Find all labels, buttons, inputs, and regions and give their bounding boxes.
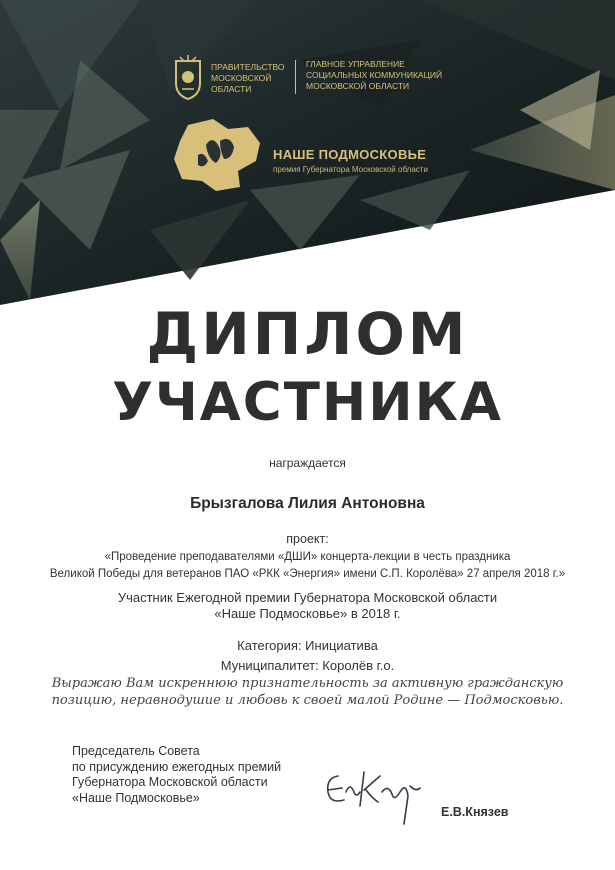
project-description-line-2: Великой Победы для ветеранов ПАО «РКК «Энергия» имени С.П. Королёва» 27 апреля 2018 г.»: [49, 568, 566, 580]
diploma-title-line-1: ДИПЛОМ: [146, 300, 469, 368]
prize-subtitle: премия Губернатора Московской области: [273, 165, 428, 174]
signer-name: Е.В.Князев: [441, 805, 509, 819]
handwritten-signature: [320, 762, 430, 832]
department-line-3: МОСКОВСКОЙ ОБЛАСТИ: [306, 81, 410, 91]
diploma-title-line-2: УЧАСТНИКА: [112, 372, 503, 433]
category-label: Категория: Инициатива: [237, 638, 378, 653]
government-label: [211, 62, 311, 95]
chairman-line-2: по присуждению ежегодных премий: [72, 759, 282, 774]
government-line-3: ОБЛАСТИ: [211, 84, 252, 94]
header-divider: [295, 60, 296, 94]
awarded-label: награждается: [269, 456, 346, 470]
gratitude-line-2: позицию, неравнодушие и любовь к своей малой Родине — Подмосковью.: [51, 693, 564, 708]
department-line-2: СОЦИАЛЬНЫХ КОММУНИКАЦИЙ: [306, 70, 443, 80]
coat-of-arms-emblem: [170, 55, 206, 101]
chairman-title: [72, 744, 281, 806]
prize-title: НАШЕ ПОДМОСКОВЬЕ: [273, 147, 427, 162]
participant-line-2: «Наше Подмосковье» в 2018 г.: [214, 606, 401, 621]
project-description-line-1: «Проведение преподавателями «ДШИ» концерта-лекции в честь праздника: [104, 551, 511, 563]
municipality-label: Муниципалитет: Королёв г.о.: [220, 658, 395, 673]
department-label: [306, 59, 476, 92]
department-line-1: ГЛАВНОЕ УПРАВЛЕНИЕ: [306, 59, 405, 69]
recipient-name: Брызгалова Лилия Антоновна: [190, 495, 425, 512]
project-label: проект:: [286, 532, 329, 546]
chairman-line-3: Губернатора Московской области: [72, 775, 268, 789]
government-line-2: МОСКОВСКОЙ: [211, 73, 272, 83]
participant-line-1: Участник Ежегодной премии Губернатора Московской области: [117, 590, 498, 605]
moscow-region-logo: [168, 115, 268, 195]
chairman-line-4: «Наше Подмосковье»: [72, 790, 200, 805]
chairman-line-1: Председатель Совета: [72, 744, 200, 758]
government-line-1: ПРАВИТЕЛЬСТВО: [211, 62, 285, 72]
gratitude-line-1: Выражаю Вам искреннюю признательность за активную гражданскую: [51, 676, 564, 691]
